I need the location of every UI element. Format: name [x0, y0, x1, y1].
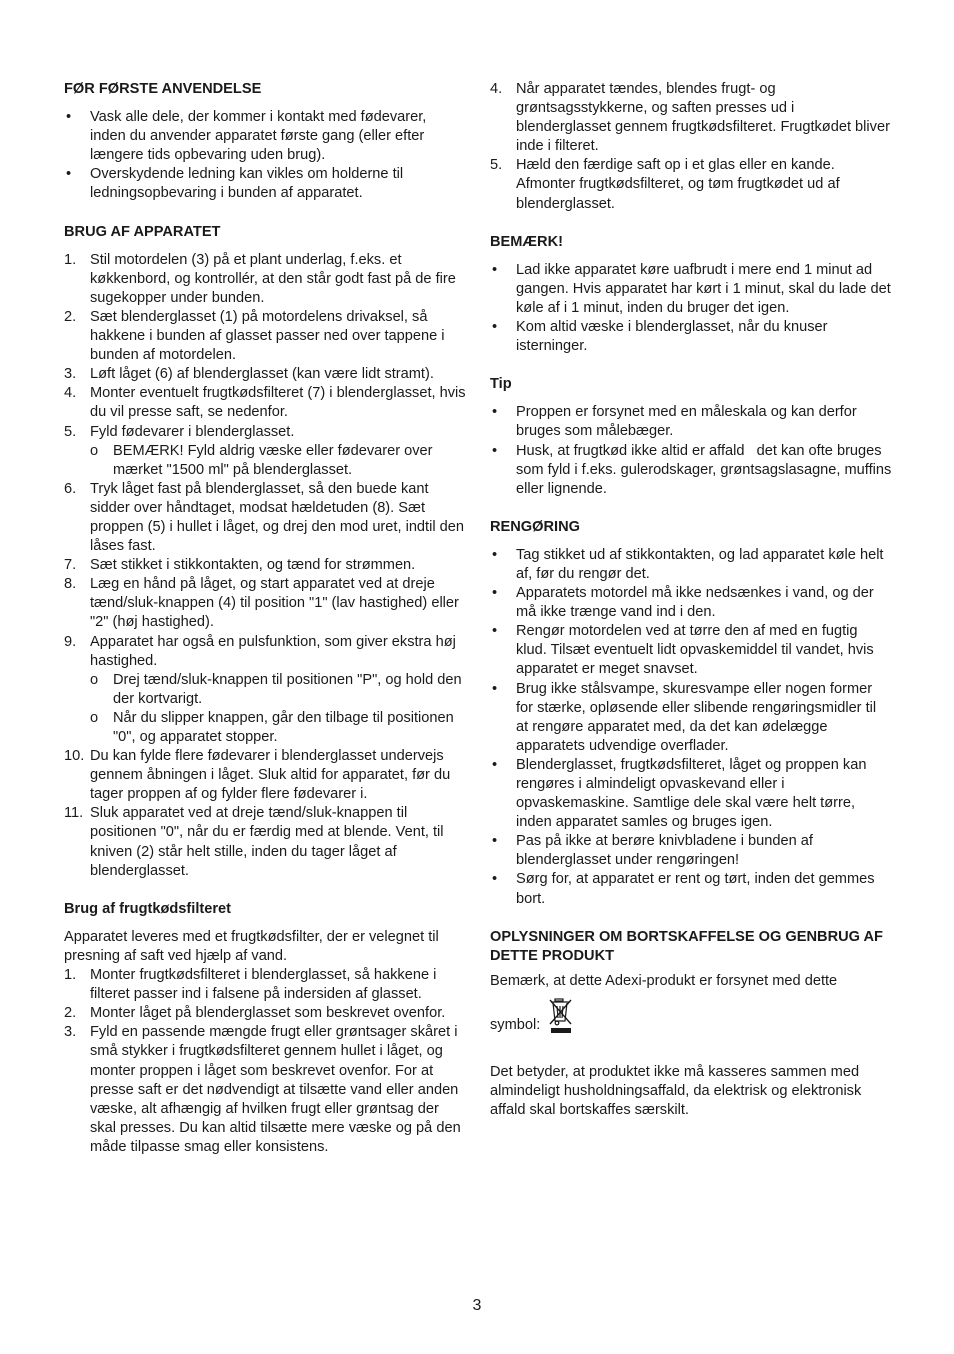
item-number: 8.	[64, 576, 77, 593]
item-number: 6.	[64, 480, 77, 497]
bullet-text: Vask alle dele, der kommer i kontakt med fødevarer, inden du anvender apparatet første gang (eller efter længere tids opbevaring uden brug).	[90, 109, 427, 164]
item-text: Monter låget på blenderglasset som beskrevet ovenfor.	[90, 1005, 446, 1022]
bullet-text: Proppen er forsynet med en måleskala og kan derfor bruges som målebæger.	[516, 404, 857, 440]
numbered-item	[64, 1023, 466, 1157]
item-number: 4.	[64, 385, 77, 402]
section-heading: Tip	[490, 376, 512, 393]
section-disposal	[490, 928, 892, 1121]
section-before-first-use	[64, 80, 466, 204]
section-cleaning	[490, 518, 892, 909]
numbered-item	[64, 251, 466, 308]
section-heading: FØR FØRSTE ANVENDELSE	[64, 81, 262, 97]
bullet-text: Apparatets motordel må ikke nedsænkes i vand, og der må ikke trænge vand ind i den.	[516, 585, 874, 621]
bullet-item: • Pas på ikke at berøre knivbladene i bunden af blenderglasset under rengøringen!	[492, 833, 813, 869]
bullet-item: • Kom altid væske i blenderglasset, når du knuser isterninger.	[492, 319, 828, 355]
item-number: 1.	[64, 251, 77, 268]
symbol-row	[490, 997, 892, 1035]
intro-paragraph: Apparatet leveres med et frugtkødsfilter, der er velegnet til presning af saft ved hjælp af vand.	[64, 928, 439, 964]
crossed-out-wheelie-bin-icon	[548, 997, 574, 1035]
bullet-text: Pas på ikke at berøre knivbladene i bunden af blenderglasset under rengøringen!	[516, 833, 813, 869]
disposal-paragraph: Bemærk, at dette Adexi-produkt er forsynet med dette	[490, 972, 838, 989]
bullet-item: • Rengør motordelen ved at tørre den af med en fugtig klud. Tilsæt eventuelt lidt opvaskemiddel til vandet, hvis apparatet er meget snavset.	[492, 623, 874, 678]
numbered-item	[64, 804, 466, 880]
bullet-item: • Blenderglasset, frugtkødsfilteret, låget og proppen kan rengøres i almindeligt opvaskevand eller i opvaskemaskine. Samtlige dele skal være helt tørre, inden apparatet samles og bruges igen.	[492, 756, 867, 831]
numbered-item	[64, 556, 466, 575]
sub-item-text: BEMÆRK! Fyld aldrig væske eller fødevarer over mærket "1500 ml" på blenderglasset.	[113, 442, 433, 478]
right-column	[490, 80, 896, 1139]
item-text: Du kan fylde flere fødevarer i blenderglasset undervejs gennem åbningen i låget. Sluk altid for apparatet, før du tager proppen af og fylder flere fødevarer i.	[90, 748, 451, 803]
item-text: Monter eventuelt frugtkødsfilteret (7) i blenderglasset, hvis du vil presse saft, se nedenfor.	[90, 385, 466, 421]
item-text: Fyld fødevarer i blenderglasset.	[90, 423, 295, 440]
item-text: Apparatet har også en pulsfunktion, som giver ekstra høj hastighed.	[90, 633, 456, 669]
sub-item-marker: o	[90, 709, 99, 726]
numbered-item	[64, 633, 466, 671]
bullet-item: • Vask alle dele, der kommer i kontakt med fødevarer, inden du anvender apparatet første gang (eller efter længere tids opbevaring uden brug).	[66, 109, 427, 164]
item-text: Løft låget (6) af blenderglasset (kan være lidt stramt).	[90, 366, 434, 383]
item-number: 5.	[64, 423, 77, 440]
sub-item	[64, 709, 466, 747]
numbered-item	[64, 1004, 466, 1023]
numbered-item	[64, 575, 466, 632]
item-text: Fyld en passende mængde frugt eller grøntsager skåret i små stykker i frugtkødsfilteret gennem hullet i låget, og monter proppen i låget som beskrevet ovenfor. For at presse saft er det nødvendigt at tilsætte vand eller anden væske, alt afhængig af hvilken frugt eller grøntsag der skal presses. Du kan altid tilsætte mere væske og på den måde tilpasse smag eller konsistens.	[90, 1024, 461, 1155]
symbol-label: symbol:	[490, 1016, 541, 1033]
item-number: 5.	[490, 157, 503, 174]
item-text: Hæld den færdige saft op i et glas eller en kande. Afmonter frugtkødsfilteret, og tøm frugtkødet ud af blenderglasset.	[516, 157, 840, 212]
numbered-item	[64, 423, 466, 442]
bullet-item: • Apparatets motordel må ikke nedsænkes i vand, og der må ikke trænge vand ind i den.	[492, 585, 874, 621]
numbered-item	[64, 747, 466, 804]
left-column	[64, 80, 466, 1176]
section-pulp-filter	[64, 900, 466, 1157]
sub-item-text: Når du slipper knappen, går den tilbage til positionen "0", og apparatet stopper.	[113, 709, 454, 745]
section-heading: BRUG AF APPARATET	[64, 223, 221, 240]
item-text: Sluk apparatet ved at dreje tænd/sluk-knappen til positionen "0", når du er færdig med at blende. Vent, til kniven (2) står helt stille, inden du tager låget af blenderglasset.	[90, 805, 444, 879]
sub-item-text: Drej tænd/sluk-knappen til positionen "P", og hold den der kortvarigt.	[113, 671, 462, 707]
bullet-item: • Proppen er forsynet med en måleskala og kan derfor bruges som målebæger.	[492, 404, 857, 440]
item-text: Tryk låget fast på blenderglasset, så den buede kant sidder over håndtaget, modsat hældetuden (8). Sæt proppen (5) i hullet i låget, og drej den mod uret, indtil den låses fast.	[90, 480, 464, 555]
section-heading: OPLYSNINGER OM BORTSKAFFELSE OG GENBRUG AF DETTE PRODUKT	[490, 928, 883, 964]
item-number: 11.	[64, 805, 84, 822]
bullet-item: • Tag stikket ud af stikkontakten, og lad apparatet køle helt af, før du rengør det.	[492, 546, 884, 582]
item-text: Sæt blenderglasset (1) på motordelens drivaksel, så hakkene i bunden af glasset passer ned over tappene i bunden af motordelen.	[90, 308, 445, 364]
bullet-text: Kom altid væske i blenderglasset, når du knuser isterninger.	[516, 319, 828, 355]
sub-item	[64, 442, 466, 480]
numbered-item	[490, 156, 892, 213]
section-use-appliance	[64, 223, 466, 881]
item-text: Sæt stikket i stikkontakten, og tænd for strømmen.	[90, 557, 416, 574]
item-number: 3.	[64, 366, 77, 383]
section-tip	[490, 375, 896, 499]
item-number: 2.	[64, 1005, 77, 1022]
bullet-text: Overskydende ledning kan vikles om holderne til ledningsopbevaring i bunden af apparatet.	[90, 166, 404, 202]
section-heading: RENGØRING	[490, 518, 580, 535]
bullet-item: • Sørg for, at apparatet er rent og tørt, inden det gemmes bort.	[492, 871, 875, 907]
bullet-text: Rengør motordelen ved at tørre den af med en fugtig klud. Tilsæt eventuelt lidt opvaskemiddel til vandet, hvis apparatet er meget snavset.	[516, 623, 874, 678]
item-text: Når apparatet tændes, blendes frugt- og grøntsagsstykkerne, og saften presses ud i blenderglasset gennem frugtkødsfilteret. Frugtkødet bliver inde i filteret.	[516, 81, 890, 155]
sub-item	[64, 671, 466, 709]
bullet-item: • Brug ikke stålsvampe, skuresvampe eller nogen former for stærke, opløsende eller slibende rengøringsmidler til at rengøre apparatet med, da det kan ødelægge apparatets udvendige overflader.	[492, 680, 877, 754]
bullet-text: Sørg for, at apparatet er rent og tørt, inden det gemmes bort.	[516, 871, 875, 907]
section-note	[490, 233, 892, 357]
item-text: Stil motordelen (3) på et plant underlag, f.eks. et køkkenbord, og kontrollér, at den står godt fast på de fire sugekopper under bunden.	[90, 251, 456, 306]
sub-item-marker: o	[90, 442, 99, 459]
bullet-item: • Husk, at frugtkød ikke altid er affald det kan ofte bruges som fyld i f.eks. gulerodskager, grøntsagslasagne, muffins eller lignende.	[492, 442, 896, 497]
bullet-item: • Overskydende ledning kan vikles om holderne til ledningsopbevaring i bunden af apparatet.	[66, 166, 404, 202]
section-heading: BEMÆRK!	[490, 233, 563, 250]
section-pulp-filter-continued	[490, 80, 892, 214]
numbered-item	[64, 384, 466, 422]
section-heading: Brug af frugtkødsfilteret	[64, 900, 232, 917]
item-number: 4.	[490, 81, 503, 97]
page-number: 3	[472, 1297, 482, 1314]
bullet-text: Brug ikke stålsvampe, skuresvampe eller nogen former for stærke, opløsende eller slibende rengøringsmidler til at rengøre apparatet med, da det kan ødelægge apparatets udvendige overflader.	[516, 680, 877, 754]
bullet-text: Blenderglasset, frugtkødsfilteret, låget og proppen kan rengøres i almindeligt opvaskevand eller i opvaskemaskine. Samtlige dele skal være helt tørre, inden apparatet samles og bruges igen.	[516, 756, 867, 831]
item-number: 9.	[64, 633, 77, 650]
item-text: Læg en hånd på låget, og start apparatet ved at dreje tænd/sluk-knappen (4) til position "1" (lav hastighed) eller "2" (høj hastighed).	[90, 576, 459, 631]
bullet-item: • Lad ikke apparatet køre uafbrudt i mere end 1 minut ad gangen. Hvis apparatet har kørt i 1 minut, skal du lade det køle af i 1 minut, inden du bruger det igen.	[492, 261, 891, 316]
bullet-text: Lad ikke apparatet køre uafbrudt i mere end 1 minut ad gangen. Hvis apparatet har kørt i 1 minut, skal du lade det køle af i 1 minut, inden du bruger det igen.	[516, 261, 891, 316]
numbered-item	[64, 365, 466, 384]
item-number: 10.	[64, 748, 85, 765]
numbered-item	[490, 80, 892, 156]
numbered-item	[64, 966, 466, 1004]
item-number: 7.	[64, 557, 77, 574]
item-number: 3.	[64, 1024, 77, 1041]
item-text: Monter frugtkødsfilteret i blenderglasset, så hakkene i filteret passer ind i falsene på indersiden af glasset.	[90, 967, 437, 1003]
sub-item-marker: o	[90, 671, 99, 688]
numbered-item	[64, 308, 466, 365]
bullet-text: Husk, at frugtkød ikke altid er affald det kan ofte bruges som fyld i f.eks. gulerodskager, grøntsagslasagne, muffins eller lignende.	[516, 442, 896, 497]
item-number: 2.	[64, 308, 77, 325]
numbered-item	[64, 480, 466, 556]
item-number: 1.	[64, 967, 77, 984]
bullet-text: Tag stikket ud af stikkontakten, og lad apparatet køle helt af, før du rengør det.	[516, 546, 884, 582]
disposal-paragraph: Det betyder, at produktet ikke må kasseres sammen med almindeligt husholdningsaffald, da elektrisk og elektronisk affald skal bortskaffes særskilt.	[490, 1063, 862, 1119]
